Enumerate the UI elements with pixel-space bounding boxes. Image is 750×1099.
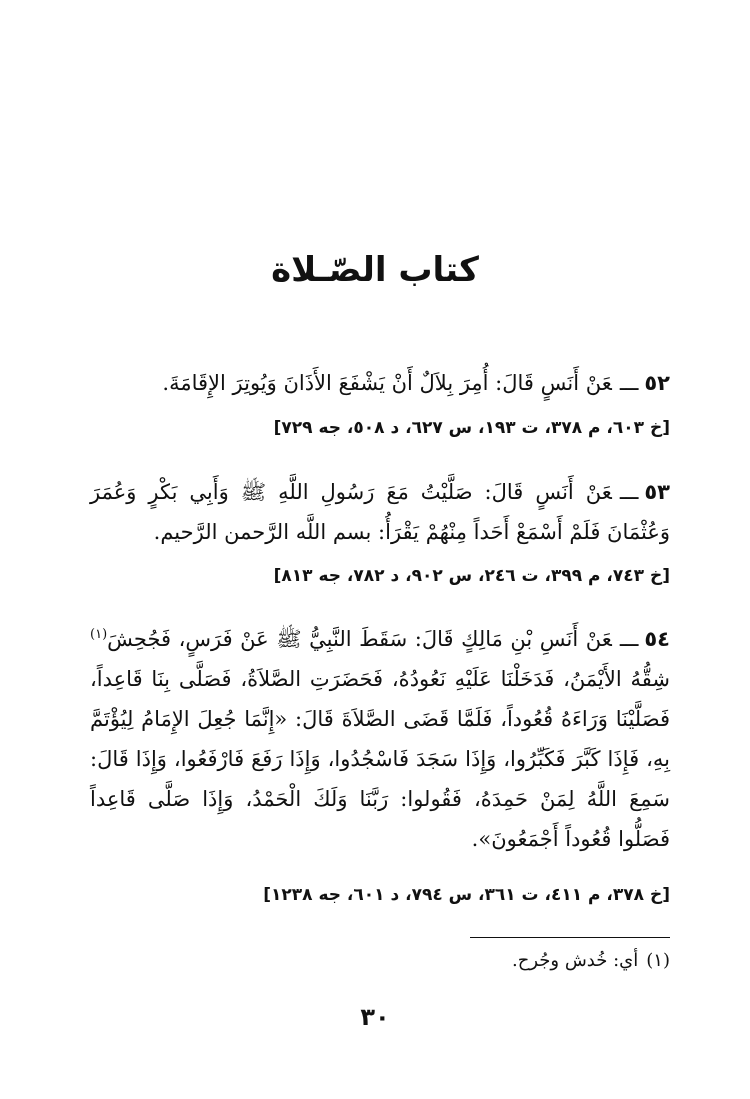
- footnote-divider: [470, 937, 670, 938]
- chapter-title: كتاب الصّـلاة: [271, 250, 479, 290]
- footnote: [300, 950, 670, 971]
- hadith-dash: ـــ: [619, 480, 639, 504]
- hadith-text-part2: شِقُّهُ الأَيْمَنُ، فَدَخَلْنَا عَلَيْهِ نَعُودُهُ، فَحَضَرَتِ الصَّلاَةُ، فَصَلَّى بِنَا قَاعِداً، فَصَلَّيْنَا وَرَاءَهُ قُعُوداً، فَلَمَّا قَضَى الصَّلاَةَ قَالَ: «إِنَّمَا جُعِلَ الإِمَامُ لِيُؤْتَمَّ بِهِ، فَإِذَا كَبَّرَ فَكَبِّرُوا، وَإِذَا سَجَدَ فَاسْجُدُوا، وَإِذَا رَفَعَ فَارْفَعُوا، وَإِذَا قَالَ: سَمِعَ اللَّهُ لِمَنْ حَمِدَهُ، فَقُولوا: رَبَّنَا وَلَكَ الْحَمْدُ، وَإِذَا صَلَّى قَاعِداً فَصَلُّوا قُعُوداً أَجْمَعُونَ».: [90, 667, 670, 851]
- hadith-54: [90, 619, 670, 859]
- hadith-dash: ـــ: [619, 627, 639, 651]
- footnote-text: أي: خُدش وجُرح.: [512, 950, 639, 971]
- hadith-number: ٥٤: [644, 627, 670, 651]
- page-number: ٣٠: [360, 1003, 390, 1031]
- hadith-text: عَنْ أَنَسٍ قَالَ: صَلَّيْتُ مَعَ رَسُولِ اللَّهِ ﷺ وَأَبِي بَكْرٍ وَعُمَرَ وَعُثْمَانَ فَلَمْ أَسْمَعْ أَحَداً مِنْهُمْ يَقْرَأُ: بسم اللَّه الرَّحمن الرَّحيم.: [90, 480, 670, 544]
- hadith-52: [90, 363, 670, 403]
- hadith-number: ٥٣: [644, 480, 670, 504]
- footnote-reference: (١): [90, 627, 108, 642]
- hadith-52-reference: [خ ٦٠٣، م ٣٧٨، ت ١٩٣، س ٦٢٧، د ٥٠٨، جه ٧٢٩]: [273, 418, 670, 438]
- hadith-54-reference: [خ ٣٧٨، م ٤١١، ت ٣٦١، س ٧٩٤، د ٦٠١، جه ١٢٣٨]: [263, 885, 670, 905]
- hadith-number: ٥٢: [644, 371, 670, 395]
- hadith-53-reference: [خ ٧٤٣، م ٣٩٩، ت ٢٤٦، س ٩٠٢، د ٧٨٢، جه ٨١٣]: [273, 566, 670, 586]
- hadith-text: عَنْ أَنَسٍ قَالَ: أُمِرَ بِلاَلٌ أَنْ يَشْفَعَ الأَذَانَ وَيُوتِرَ الإِقَامَةَ.: [162, 371, 612, 395]
- hadith-53: [90, 472, 670, 552]
- hadith-text-part1: عَنْ أَنَسِ بْنِ مَالِكٍ قَالَ: سَقَطَ النَّبِيُّ ﷺ عَنْ فَرَسٍ، فَجُحِشَ: [107, 627, 612, 651]
- hadith-dash: ـــ: [619, 371, 639, 395]
- footnote-marker: (١): [646, 950, 670, 971]
